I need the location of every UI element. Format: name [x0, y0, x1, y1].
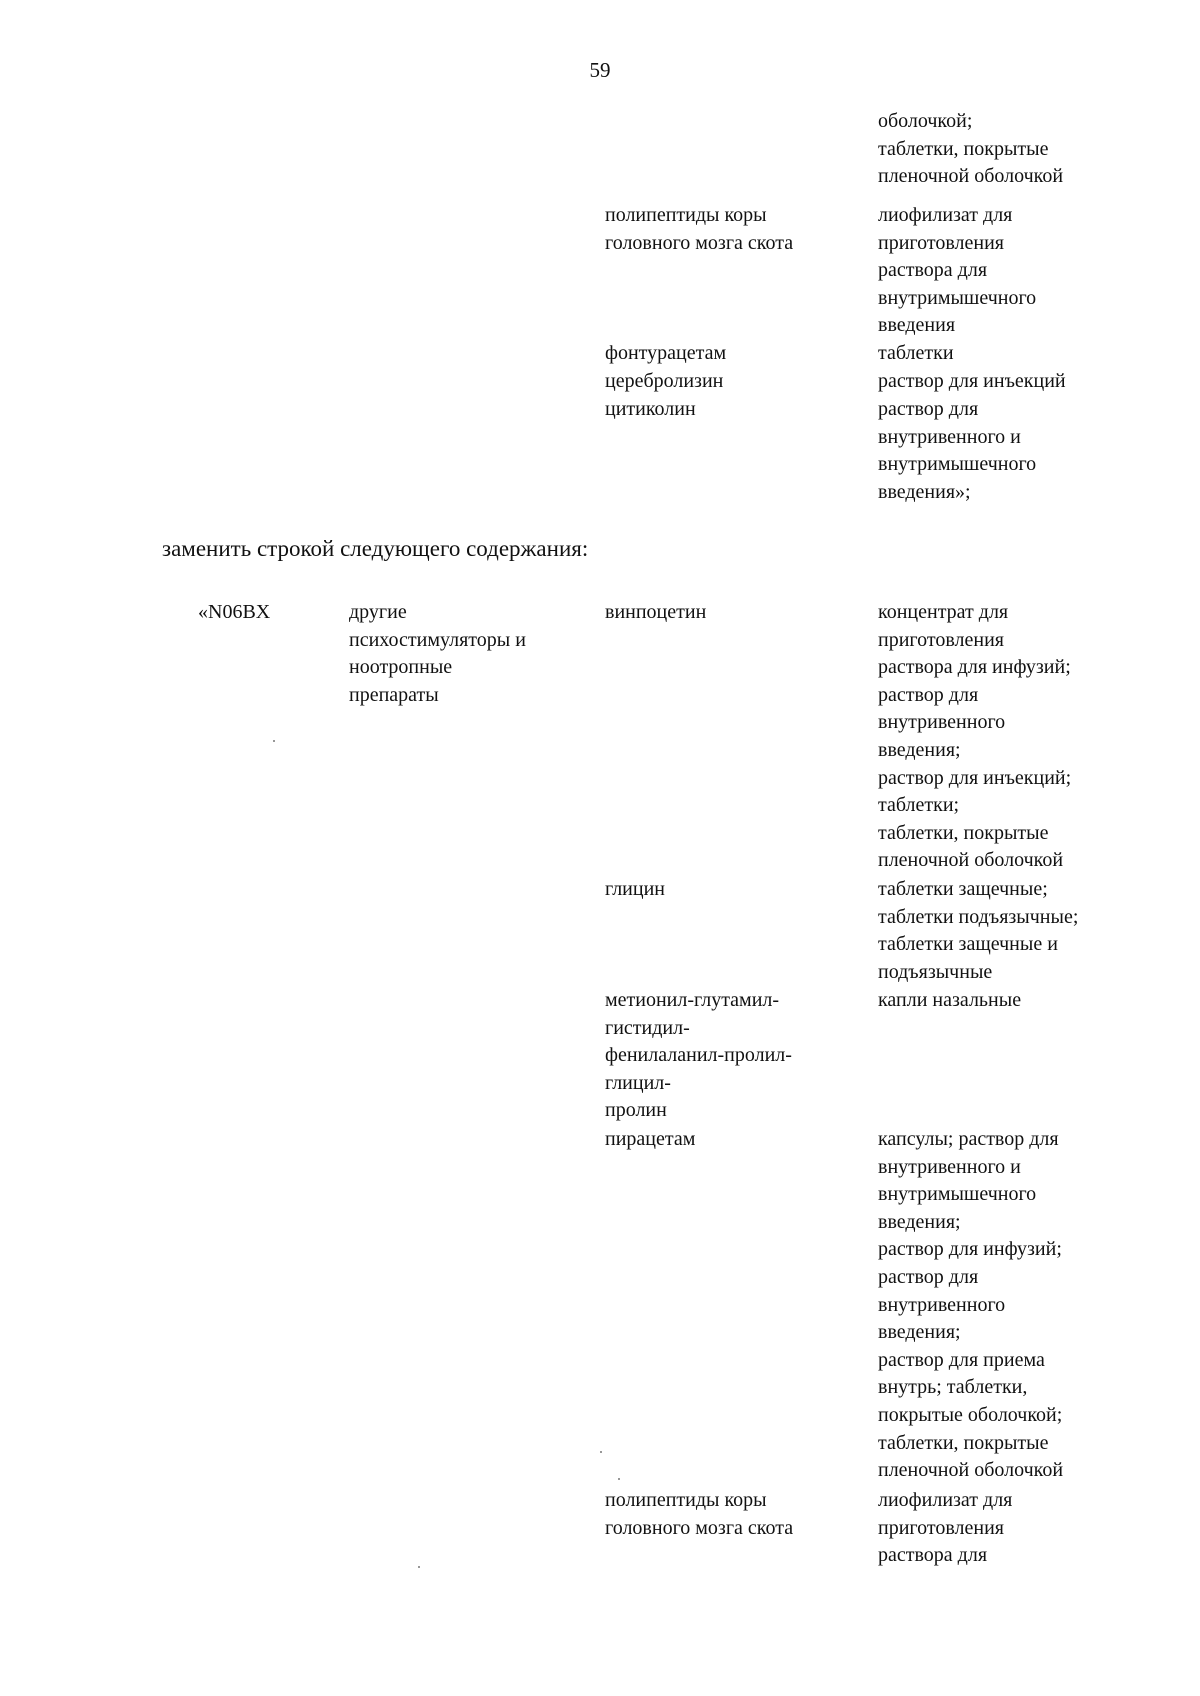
drug-forms: раствор для внутривенного и внутримышечного введения»; [878, 398, 1037, 503]
drug-forms: таблетки [878, 342, 954, 364]
scan-speck [618, 1478, 620, 1480]
drug-name: винпоцетин [605, 601, 707, 623]
page-number: 59 [589, 58, 611, 82]
drug-name: полипептиды коры головного мозга скота [605, 1489, 794, 1539]
drug-name: пирацетам [605, 1128, 696, 1150]
drug-forms: капсулы; раствор для внутривенного и внутримышечного введения; раствор для инфузий; раствор для внутривенного введения; раствор для приема внутрь; таблетки, покрытые оболочкой; таблетки, покрытые пленочной оболочкой [878, 1128, 1064, 1482]
drug-name: глицин [605, 878, 665, 900]
drug-forms: раствор для инъекций [878, 370, 1066, 392]
forms-continuation: оболочкой; таблетки, покрытые пленочной оболочкой [878, 110, 1064, 188]
drug-forms: таблетки защечные; таблетки подъязычные; таблетки защечные и подъязычные [878, 878, 1079, 983]
drug-name: церебролизин [605, 370, 724, 392]
atc-group: другие психостимуляторы и ноотропные препараты [349, 601, 526, 706]
scan-speck [600, 1451, 602, 1453]
drug-forms: концентрат для приготовления раствора для инфузий; раствор для внутривенного введения; раствор для инъекций; таблетки; таблетки, покрытые пленочной оболочкой [878, 601, 1072, 872]
drug-forms: лиофилизат для приготовления раствора для [878, 1489, 1013, 1567]
drug-forms: лиофилизат для приготовления раствора для внутримышечного введения [878, 204, 1037, 337]
drug-name: фонтурацетам [605, 342, 727, 364]
replace-heading: заменить строкой следующего содержания: [162, 536, 589, 561]
atc-code: «N06BX [198, 601, 271, 623]
scan-speck [273, 740, 275, 742]
scan-speck [418, 1566, 420, 1568]
drug-name: метионил-глутамил- гистидил- фенилаланил-пролил- глицил- пролин [605, 989, 792, 1122]
drug-name: полипептиды коры головного мозга скота [605, 204, 794, 254]
drug-forms: капли назальные [878, 989, 1022, 1011]
drug-name: цитиколин [605, 398, 696, 420]
